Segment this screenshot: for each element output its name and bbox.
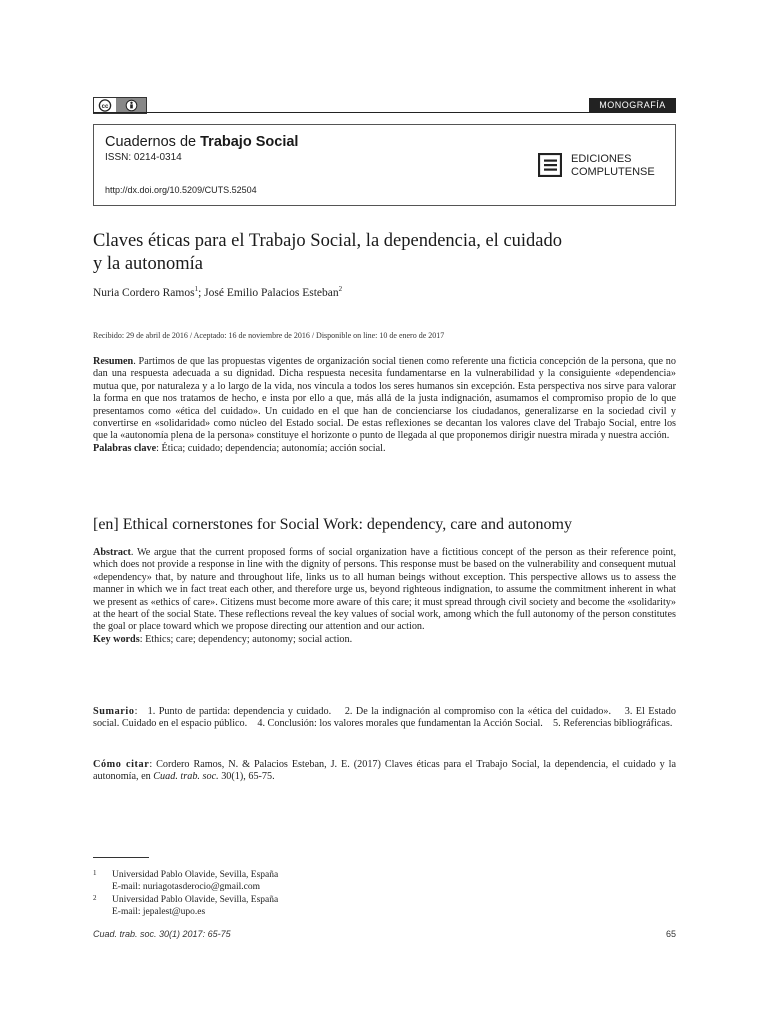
footnote-1-number: 1 <box>93 869 97 877</box>
author-2: José Emilio Palacios Esteban <box>204 286 339 299</box>
top-rule <box>93 112 676 113</box>
abstract-paragraph <box>93 547 676 634</box>
footnote-2-text <box>112 894 402 918</box>
key-words-label: Key words <box>93 633 140 645</box>
sumario-label: Sumario <box>93 706 135 717</box>
footer-citation: Cuad. trab. soc. 30(1) 2017: 65-75 <box>93 929 231 939</box>
page-number: 65 <box>665 929 676 939</box>
citation-section <box>93 759 676 784</box>
citation-text-after: 30(1), 65-75. <box>218 771 275 783</box>
author-1-footnote-ref[interactable]: 1 <box>194 285 199 293</box>
footnote-divider <box>93 857 149 858</box>
resumen-text: . Partimos de que las propuestas vigentes de organización social tienen como referente una ficticia concepción de la persona, que no dan una respuesta adecuada a su dignidad. Dicha respuesta necesita fundamentarse en la vulnerabilidad y la consiguiente «dependencia» mutua que, por naturaleza y a lo largo de la vida, nos vincula a todos los seres humanos sin excepción. Esta perspectiva nos sirve para valorar la forma en que nos tratamos de hecho, e insta por ello a que, más allá de la justa indignación, asumamos el compromiso propio de lo que presentamos como «ética del cuidado». Un cuidado en el que han de concienciarse los ciudadanos, generalizarse en la sociedad civil y convertirse en «solidaridad» como núcleo del Estado social. De estas reflexiones se decantan los valores clave del Trabajo Social, entre los que la «autonomía plena de la persona» constituye el horizonte o punto de llegada al que proponemos dirigir nuestra mirada y nuestra acción. <box>93 356 676 442</box>
authors <box>93 285 342 299</box>
footnote-1-affiliation: Universidad Pablo Olavide, Sevilla, España <box>112 870 279 880</box>
footnote-2-number: 2 <box>93 894 97 902</box>
palabras-clave-text: : Ética; cuidado; dependencia; autonomía; acción social. <box>156 442 386 454</box>
footnote-1-email[interactable]: E-mail: nuriagotasderocio@gmail.com <box>112 882 261 892</box>
english-title: [en] Ethical cornerstones for Social Work: dependency, care and autonomy <box>93 516 572 533</box>
resumen-label: Resumen <box>93 356 134 367</box>
footnote-2-email[interactable]: E-mail: jepalest@upo.es <box>112 907 206 917</box>
cc-icon <box>94 98 116 113</box>
publisher-name-line1: EDICIONES <box>571 153 632 165</box>
article-dates: Recibido: 29 de abril de 2016 / Aceptado: 16 de noviembre de 2016 / Disponible on line: 10 de enero de 2017 <box>93 331 445 340</box>
publisher-logo-icon <box>538 153 562 177</box>
section-tag: MONOGRAFÍA <box>589 98 676 112</box>
journal-doi-link[interactable]: http://dx.doi.org/10.5209/CUTS.52504 <box>105 185 257 195</box>
palabras-clave-paragraph <box>93 443 676 455</box>
author-separator: ; <box>198 286 205 299</box>
sumario-text: : 1. Punto de partida: dependencia y cuidado. 2. De la indignación al compromiso con la «ética del cuidado». 3. El Estado social. Cuidado en el espacio público. 4. Conclusión: los valores morales que fundamentan la Acción Social. 5. Referencias bibliográficas. <box>93 706 679 730</box>
resumen-section <box>93 356 676 455</box>
abstract-label: Abstract <box>93 547 131 558</box>
abstract-text: . We argue that the current proposed forms of social organization have a fictitious concept of the person as their reference point, which does not provide a response in line with the dignity of persons. This response must be based on the vulnerability and consequent mutual «dependency» that, by nature and throughout life, links us to all human beings without exception. This perspective allows us to assess the manner in which we in fact treat each other, and therefore urge us, beyond righteous indignation, to assume the commitment inherent in what we present as «ethics of care». Citizens must become more aware of this care; it must spread through civil society and become the «solidarity» at the heart of the social State. These reflections reveal the key values of social work, among which the full autonomy of the person constitutes the goal or place toward which we propose directing our attention and our action. <box>93 547 676 633</box>
sumario-section <box>93 706 679 731</box>
journal-title-prefix: Cuadernos de <box>105 134 201 150</box>
by-icon <box>116 98 146 113</box>
article-title-line1: Claves éticas para el Trabajo Social, la dependencia, el cuidado <box>93 231 563 251</box>
abstract-section <box>93 547 676 646</box>
citation-label: Cómo citar <box>93 759 150 770</box>
journal-title <box>105 134 298 150</box>
publisher-name <box>571 153 655 179</box>
author-2-footnote-ref[interactable]: 2 <box>338 285 343 293</box>
footnote-1-text <box>112 869 402 893</box>
article-title <box>93 230 676 276</box>
key-words-text: : Ethics; care; dependency; autonomy; social action. <box>139 633 353 645</box>
footnote-2-affiliation: Universidad Pablo Olavide, Sevilla, España <box>112 895 279 905</box>
citation-text-before: : Cordero Ramos, N. & Palacios Esteban, J. E. (2017) Claves éticas para el Trabajo Social, la dependencia, el cuidado y la autonomía, en <box>93 759 676 783</box>
author-1: Nuria Cordero Ramos <box>93 286 195 299</box>
resumen-paragraph <box>93 356 676 443</box>
article-title-line2: y la autonomía <box>93 254 203 274</box>
publisher-name-line2: COMPLUTENSE <box>571 166 655 178</box>
key-words-paragraph <box>93 634 676 646</box>
svg-text:cc: cc <box>101 104 109 110</box>
journal-header-box <box>93 124 676 206</box>
journal-issn: ISSN: 0214-0314 <box>105 152 182 163</box>
palabras-clave-label: Palabras clave <box>93 442 157 454</box>
journal-title-bold: Trabajo Social <box>200 134 299 150</box>
citation-journal-abbrev: Cuad. trab. soc. <box>153 771 219 783</box>
